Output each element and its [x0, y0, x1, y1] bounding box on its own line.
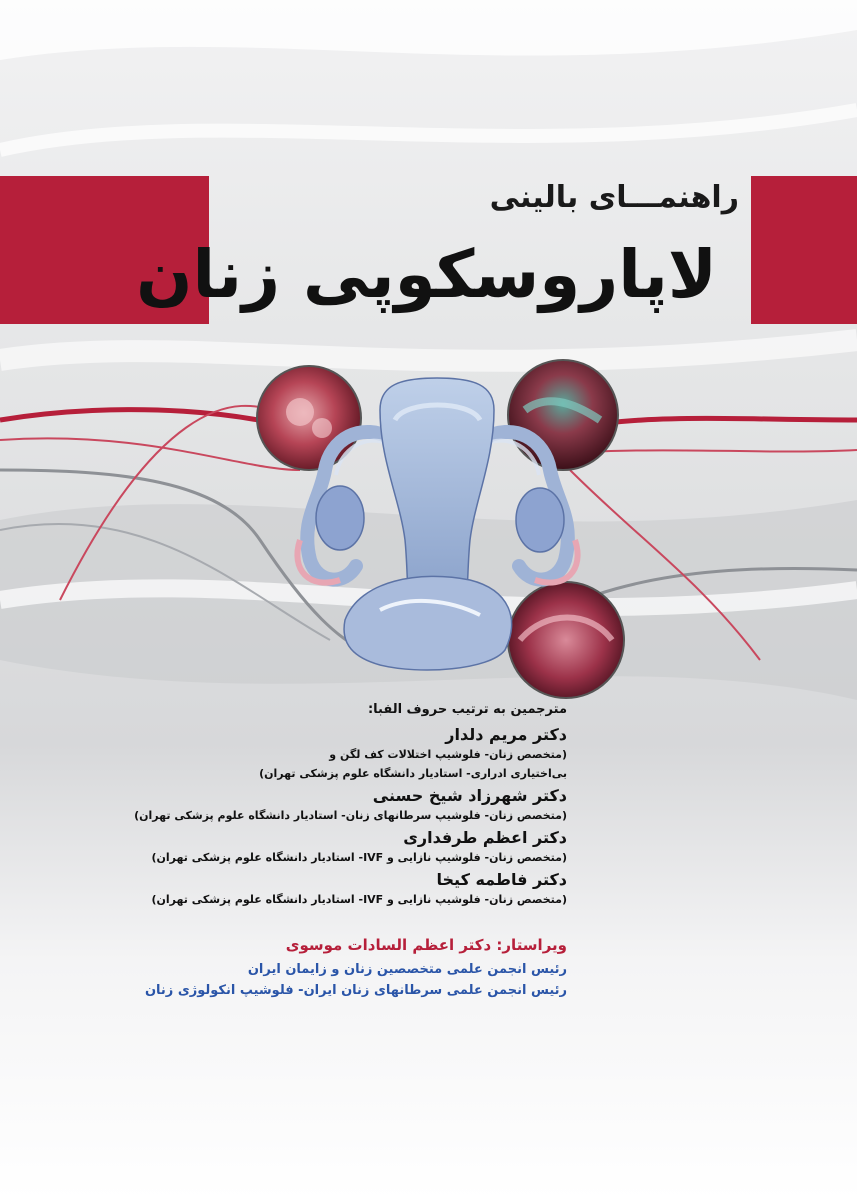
bladder-bowel [344, 576, 512, 670]
endoscopy-photo-bottom [508, 582, 624, 698]
translator-note: (متخصص زنان- فلوشیپ نازایی و IVF- استادیار دانشگاه علوم پزشکی تهران) [151, 851, 567, 864]
translator-name: دکتر مریم دلدار [445, 725, 567, 744]
translator-note: بی‌اختیاری ادراری- استادیار دانشگاه علوم پزشکی تهران) [259, 767, 567, 780]
translators-block [134, 702, 567, 912]
editor-block [144, 936, 567, 1004]
translator-name: دکتر شهرزاد شیخ حسنی [372, 786, 567, 805]
translator-note: (متخصص زنان- فلوشیپ نازایی و IVF- استادیار دانشگاه علوم پزشکی تهران) [151, 893, 567, 906]
editor-affiliation: رئیس انجمن علمی سرطانهای زنان ایران- فلوشیپ انکولوژی زنان [144, 983, 567, 998]
translators-label: مترجمین به ترتیب حروف الفبا: [367, 702, 567, 717]
translator-name: دکتر فاطمه کیخا [436, 870, 567, 889]
ovary-right [516, 488, 564, 552]
editor-affiliation: رئیس انجمن علمی متخصصین زنان و زایمان ایران [247, 962, 567, 977]
translator-note: (متخصص زنان- فلوشیپ سرطانهای زنان- استادیار دانشگاه علوم پزشکی تهران) [134, 809, 567, 822]
translator-note: (متخصص زنان- فلوشیپ اختلالات کف لگن و [329, 748, 567, 761]
translator-name: دکتر اعظم طرفداری [403, 828, 567, 847]
editor-name: ویراستار: دکتر اعظم السادات موسوی [285, 936, 567, 954]
ovary-left [316, 486, 364, 550]
endoscopy-photo-right [508, 360, 618, 470]
cover-subtitle: راهنمـــای بالینی [489, 180, 739, 215]
cover-title: لاپاروسکوپی زنان [136, 236, 717, 313]
